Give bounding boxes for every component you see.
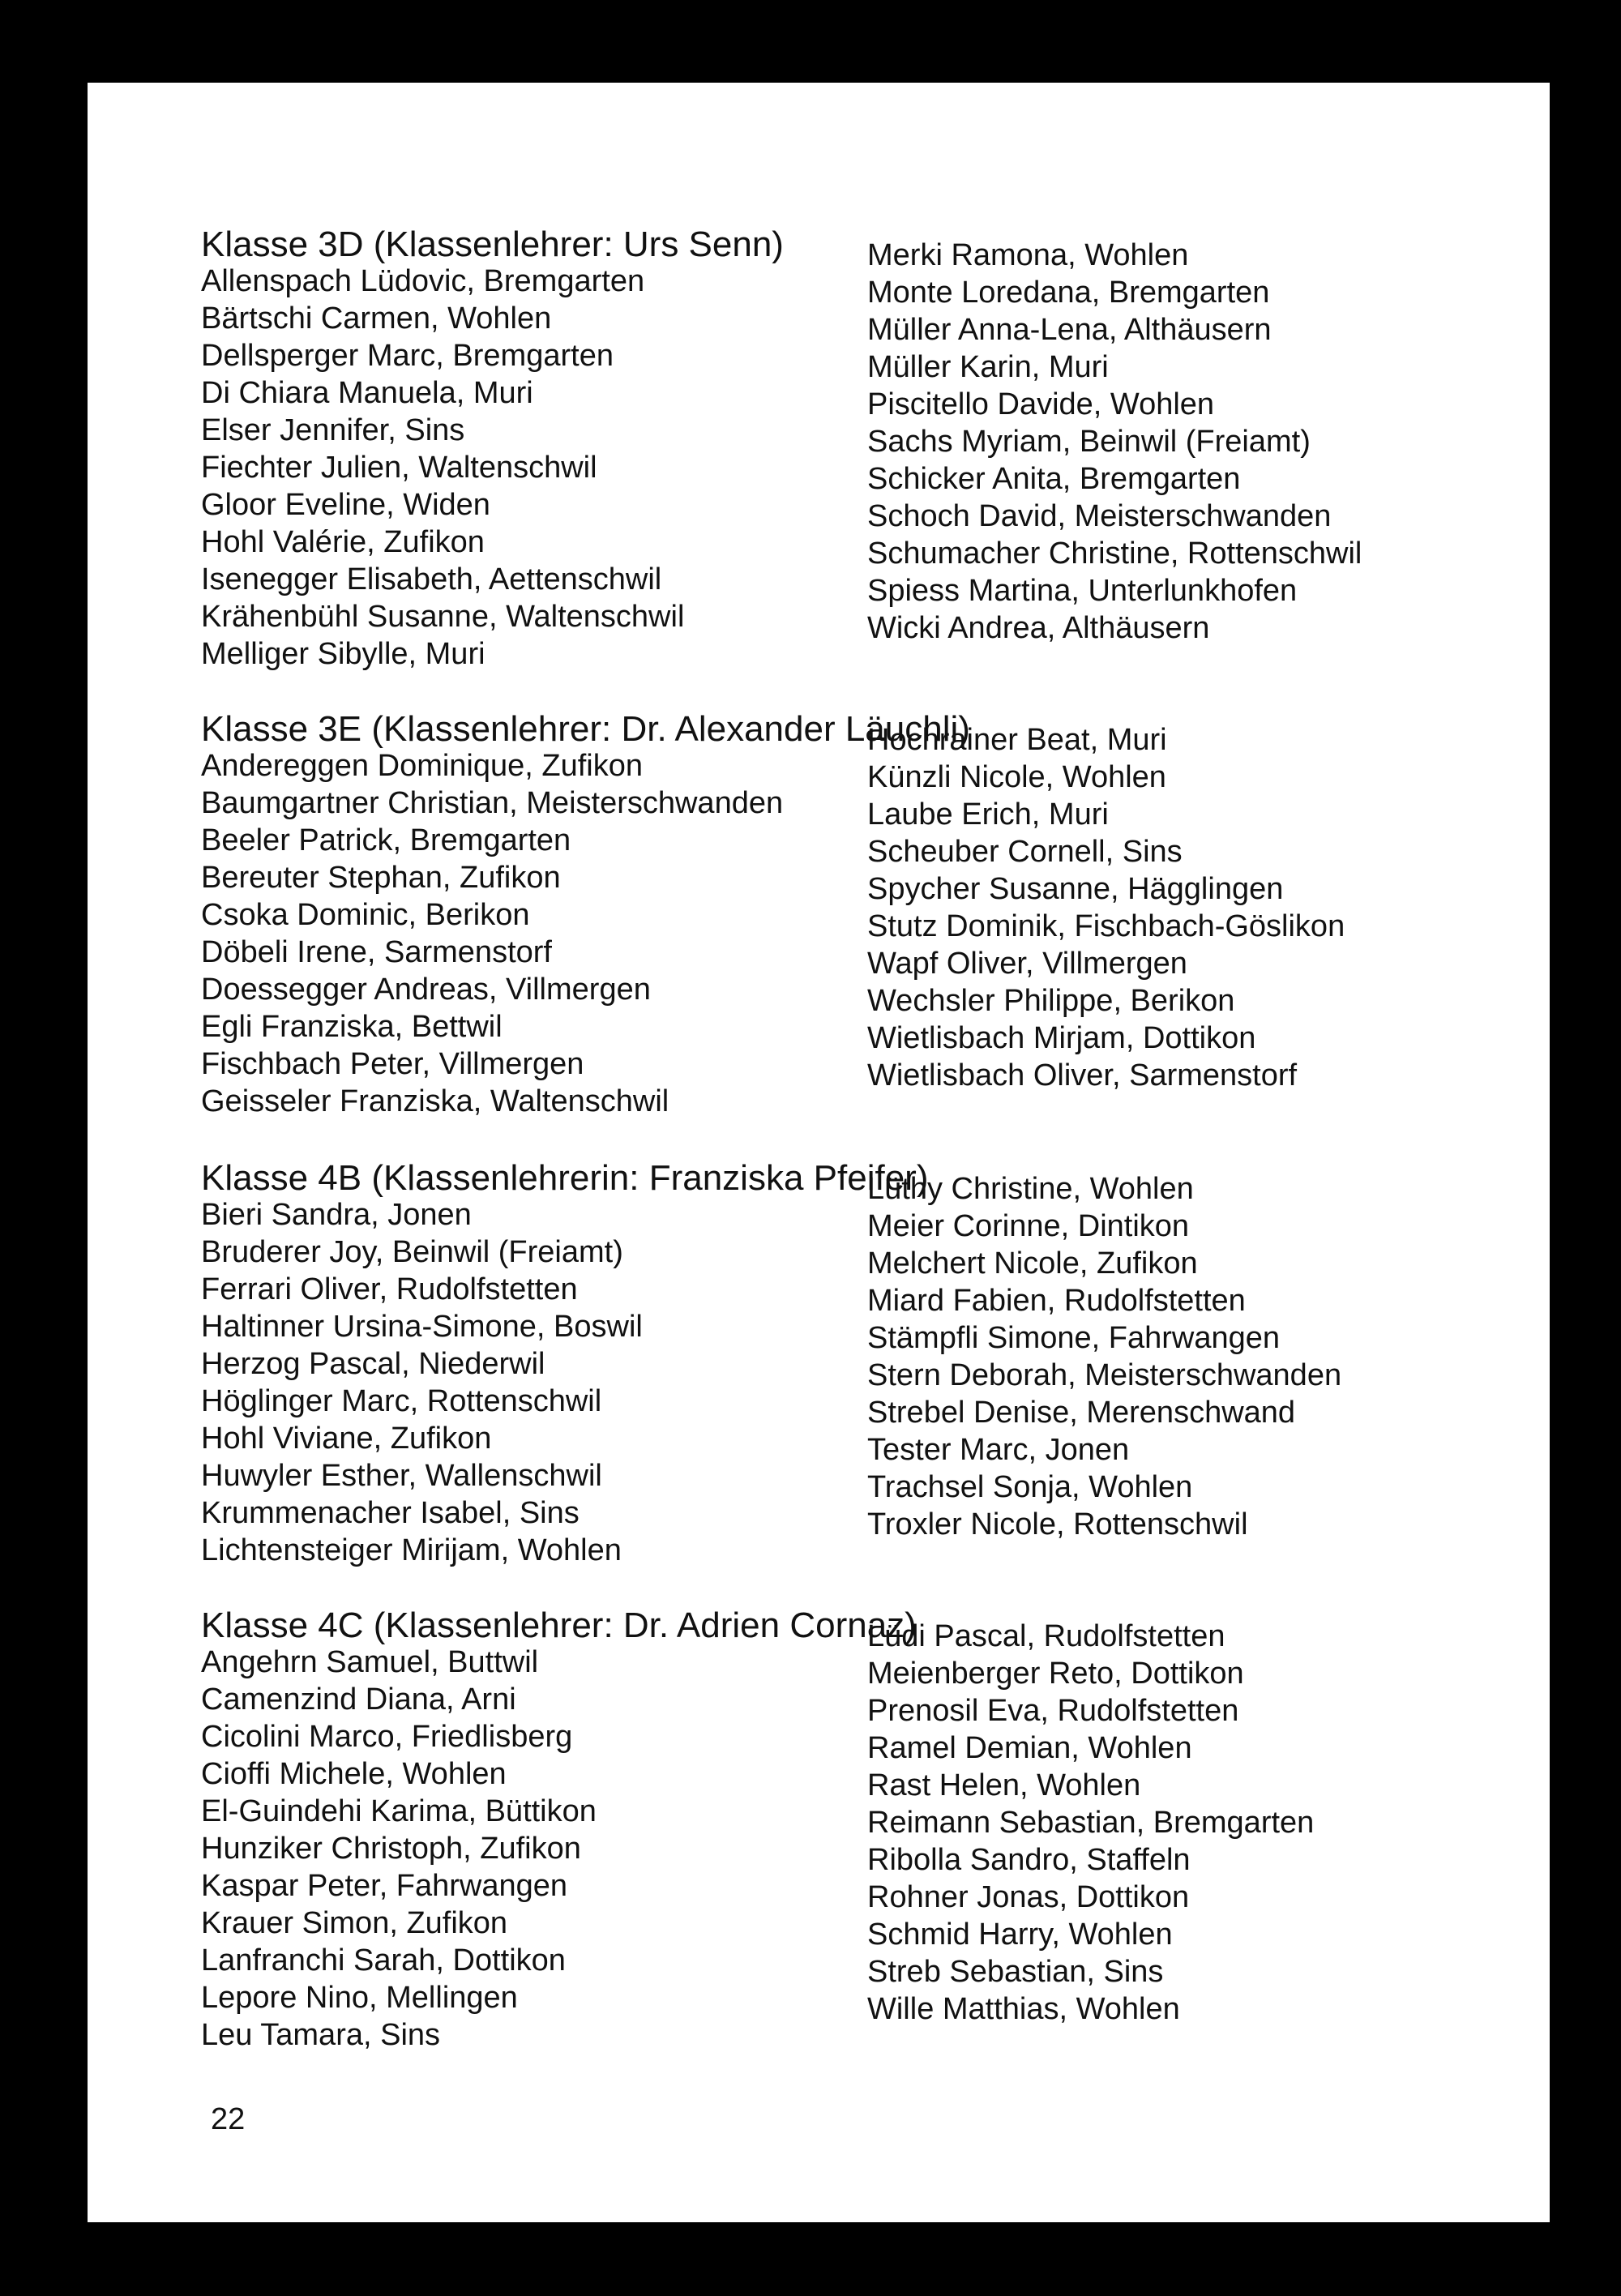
student-entry: Angehrn Samuel, Buttwil — [201, 1645, 539, 1679]
section-title: Klasse 4B (Klassenlehrerin: Franziska Pfeifer) — [201, 1158, 929, 1198]
student-entry: Krauer Simon, Zufikon — [201, 1906, 508, 1940]
student-entry: Allenspach Lüdovic, Bremgarten — [201, 264, 645, 298]
student-entry: Wechsler Philippe, Berikon — [867, 984, 1235, 1018]
student-entry: Baumgartner Christian, Meisterschwanden — [201, 786, 784, 820]
student-entry: Künzli Nicole, Wohlen — [867, 760, 1166, 794]
student-entry: Lepore Nino, Mellingen — [201, 1981, 518, 2015]
student-entry: Lanfranchi Sarah, Dottikon — [201, 1943, 566, 1977]
student-entry: Strebel Denise, Merenschwand — [867, 1396, 1296, 1430]
student-entry: Wapf Oliver, Villmergen — [867, 947, 1187, 981]
student-entry: Cicolini Marco, Friedlisberg — [201, 1720, 573, 1754]
student-entry: Scheuber Cornell, Sins — [867, 835, 1183, 869]
student-entry: Trachsel Sonja, Wohlen — [867, 1470, 1193, 1504]
student-entry: Rohner Jonas, Dottikon — [867, 1880, 1190, 1914]
student-entry: Miard Fabien, Rudolfstetten — [867, 1284, 1246, 1318]
student-entry: Lichtensteiger Mirijam, Wohlen — [201, 1533, 622, 1567]
student-entry: Streb Sebastian, Sins — [867, 1955, 1164, 1989]
student-entry: Müller Anna-Lena, Althäusern — [867, 313, 1272, 347]
student-entry: Stutz Dominik, Fischbach-Göslikon — [867, 909, 1345, 943]
student-entry: Leu Tamara, Sins — [201, 2018, 441, 2052]
student-entry: Wietlisbach Oliver, Sarmenstorf — [867, 1058, 1298, 1092]
student-entry: Elser Jennifer, Sins — [201, 413, 465, 447]
section-title: Klasse 4C (Klassenlehrer: Dr. Adrien Cornaz) — [201, 1605, 917, 1645]
student-entry: Stämpfli Simone, Fahrwangen — [867, 1321, 1281, 1355]
student-entry: Krähenbühl Susanne, Waltenschwil — [201, 600, 685, 634]
student-entry: Di Chiara Manuela, Muri — [201, 376, 533, 410]
section-title: Klasse 3E (Klassenlehrer: Dr. Alexander Läuchli) — [201, 709, 970, 749]
student-list-right — [867, 1170, 1341, 1543]
student-entry: Laube Erich, Muri — [867, 797, 1109, 832]
student-entry: Monte Loredana, Bremgarten — [867, 276, 1270, 310]
student-entry: Reimann Sebastian, Bremgarten — [867, 1806, 1315, 1840]
student-entry: Bärtschi Carmen, Wohlen — [201, 301, 552, 336]
student-entry: Haltinner Ursina-Simone, Boswil — [201, 1310, 643, 1344]
student-entry: Meier Corinne, Dintikon — [867, 1209, 1190, 1243]
student-entry: Lüthy Christine, Wohlen — [867, 1172, 1194, 1206]
student-entry: Andereggen Dominique, Zufikon — [201, 749, 644, 783]
student-entry: Stern Deborah, Meisterschwanden — [867, 1358, 1342, 1392]
student-entry: Kaspar Peter, Fahrwangen — [201, 1869, 568, 1903]
document-page — [88, 83, 1550, 2222]
student-entry: Beeler Patrick, Bremgarten — [201, 823, 571, 857]
student-entry: Cioffi Michele, Wohlen — [201, 1757, 507, 1791]
student-entry: Egli Franziska, Bettwil — [201, 1010, 503, 1044]
student-entry: Döbeli Irene, Sarmenstorf — [201, 935, 552, 969]
student-entry: Hunziker Christoph, Zufikon — [201, 1832, 581, 1866]
student-entry: Camenzind Diana, Arni — [201, 1682, 516, 1717]
student-entry: Hohl Valérie, Zufikon — [201, 525, 485, 559]
student-entry: Geisseler Franziska, Waltenschwil — [201, 1084, 669, 1118]
student-entry: Troxler Nicole, Rottenschwil — [867, 1507, 1248, 1541]
student-entry: Hohl Viviane, Zufikon — [201, 1422, 492, 1456]
student-entry: Melliger Sibylle, Muri — [201, 637, 485, 671]
student-entry: Dellsperger Marc, Bremgarten — [201, 339, 614, 373]
student-entry: Meienberger Reto, Dottikon — [867, 1657, 1244, 1691]
student-entry: Bruderer Joy, Beinwil (Freiamt) — [201, 1235, 623, 1269]
student-entry: Höglinger Marc, Rottenschwil — [201, 1384, 602, 1418]
student-entry: Lüdi Pascal, Rudolfstetten — [867, 1619, 1225, 1653]
student-list-left — [201, 1196, 643, 1569]
student-entry: Gloor Eveline, Widen — [201, 488, 490, 522]
student-entry: Spiess Martina, Unterlunkhofen — [867, 574, 1298, 608]
student-list-right — [867, 721, 1345, 1094]
student-entry: Bereuter Stephan, Zufikon — [201, 861, 561, 895]
student-entry: Schmid Harry, Wohlen — [867, 1918, 1173, 1952]
student-entry: Schoch David, Meisterschwanden — [867, 499, 1332, 533]
student-entry: Wille Matthias, Wohlen — [867, 1992, 1180, 2026]
student-entry: Merki Ramona, Wohlen — [867, 238, 1189, 272]
student-list-left — [201, 1644, 597, 2054]
student-entry: Fischbach Peter, Villmergen — [201, 1047, 584, 1081]
student-entry: Prenosil Eva, Rudolfstetten — [867, 1694, 1239, 1728]
student-entry: Rast Helen, Wohlen — [867, 1768, 1141, 1802]
student-entry: El-Guindehi Karima, Büttikon — [201, 1794, 597, 1828]
student-entry: Csoka Dominic, Berikon — [201, 898, 530, 932]
section-title: Klasse 3D (Klassenlehrer: Urs Senn) — [201, 224, 784, 264]
student-list-left — [201, 263, 684, 673]
student-entry: Wicki Andrea, Althäusern — [867, 611, 1210, 645]
student-entry: Huwyler Esther, Wallenschwil — [201, 1459, 602, 1493]
student-list-right — [867, 1618, 1314, 2028]
student-list-left — [201, 747, 783, 1120]
student-entry: Sachs Myriam, Beinwil (Freiamt) — [867, 425, 1311, 459]
student-entry: Tester Marc, Jonen — [867, 1433, 1130, 1467]
student-list-right — [867, 237, 1362, 647]
student-entry: Spycher Susanne, Hägglingen — [867, 872, 1284, 906]
student-entry: Ribolla Sandro, Staffeln — [867, 1843, 1191, 1877]
student-entry: Isenegger Elisabeth, Aettenschwil — [201, 562, 662, 596]
student-entry: Piscitello Davide, Wohlen — [867, 387, 1215, 421]
page-number: 22 — [211, 2102, 246, 2136]
student-entry: Wietlisbach Mirjam, Dottikon — [867, 1021, 1256, 1055]
student-entry: Müller Karin, Muri — [867, 350, 1109, 384]
student-entry: Hochrainer Beat, Muri — [867, 723, 1167, 757]
student-entry: Krummenacher Isabel, Sins — [201, 1496, 580, 1530]
student-entry: Herzog Pascal, Niederwil — [201, 1347, 545, 1381]
student-entry: Bieri Sandra, Jonen — [201, 1198, 472, 1232]
student-entry: Ferrari Oliver, Rudolfstetten — [201, 1272, 578, 1306]
student-entry: Melchert Nicole, Zufikon — [867, 1246, 1198, 1281]
student-entry: Schicker Anita, Bremgarten — [867, 462, 1241, 496]
student-entry: Doessegger Andreas, Villmergen — [201, 973, 651, 1007]
student-entry: Fiechter Julien, Waltenschwil — [201, 451, 597, 485]
student-entry: Ramel Demian, Wohlen — [867, 1731, 1192, 1765]
student-entry: Schumacher Christine, Rottenschwil — [867, 537, 1362, 571]
